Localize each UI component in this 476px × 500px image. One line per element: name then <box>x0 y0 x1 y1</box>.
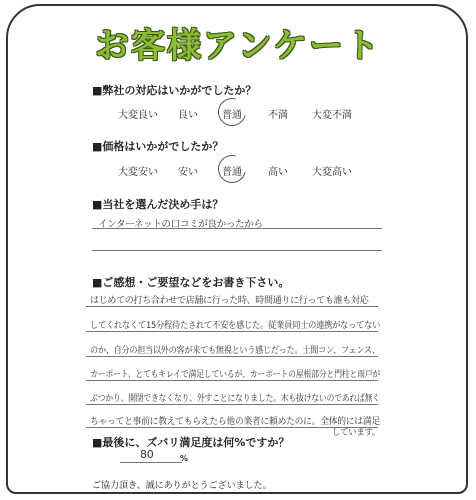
q2-option[interactable]: 安い <box>178 167 198 178</box>
survey-title: お客様アンケート <box>95 26 381 66</box>
q3-answer[interactable]: インターネットの口コミが良かったから <box>98 219 263 230</box>
q4-question: ■ご感想・ご要望などをお書き下さい。 <box>92 276 290 289</box>
q2-option[interactable]: 大変安い <box>118 167 158 178</box>
answer-line <box>86 404 378 405</box>
q4-answer-line[interactable]: ちゃってと事前に教えてもらえたら他の業者に頼めたのに。全体的には満足 <box>90 417 380 427</box>
q2-question: ■価格はいかがでしたか？ <box>92 140 224 153</box>
answer-line <box>92 228 382 229</box>
q1-question: ■弊社の対応はいかがでしたか？ <box>92 84 257 97</box>
q4-answer-line[interactable]: しています。 <box>332 428 380 438</box>
q2-option[interactable]: 高い <box>268 167 288 178</box>
q1-option[interactable]: 大変良い <box>118 110 158 121</box>
q4-answer-line[interactable]: はじめての打ち合わせで店舗に行った時、時間通りに行っても誰も対応 <box>90 296 369 306</box>
q3-question: ■当社を選んだ決め手は？ <box>92 198 224 211</box>
q2-option-selected[interactable]: 普通 <box>222 163 242 178</box>
q5-unit: % <box>180 454 188 463</box>
q1-option[interactable]: 良い <box>178 110 198 121</box>
q5-value[interactable]: 80 <box>140 448 154 461</box>
answer-line <box>86 427 378 428</box>
q1-option-selected[interactable]: 普通 <box>222 106 242 121</box>
q4-answer-line[interactable]: してくれなくて15分程待たされて不安を感じた。従業員同士の連携がなってない <box>90 321 381 331</box>
answer-line <box>86 356 378 357</box>
footer-thanks: ご協力頂き、誠にありがとうございました。 <box>92 481 272 491</box>
q5-question: ■最後に、ズバリ満足度は何%ですか？ <box>92 436 290 449</box>
q5-value-line <box>120 462 182 463</box>
answer-line <box>86 331 378 332</box>
q1-option[interactable]: 大変不満 <box>312 110 352 121</box>
answer-line <box>86 306 378 307</box>
answer-line <box>86 380 378 381</box>
q4-answer-line[interactable]: ぶつかり、開閉できなくなり、外すことになりました。木も抜けないのであれば無く <box>90 394 380 404</box>
q1-option[interactable]: 不満 <box>268 110 288 121</box>
answer-line <box>92 250 382 251</box>
q4-answer-line[interactable]: カーポート、とてもキレイで満足しているが、カーポートの屋根部分と門柱と雨戸が <box>90 370 381 380</box>
q4-answer-line[interactable]: のか、自分の担当以外の客が来ても無視という感じだった。土間コン、フェンス、 <box>90 346 380 356</box>
q2-option[interactable]: 大変高い <box>312 167 352 178</box>
